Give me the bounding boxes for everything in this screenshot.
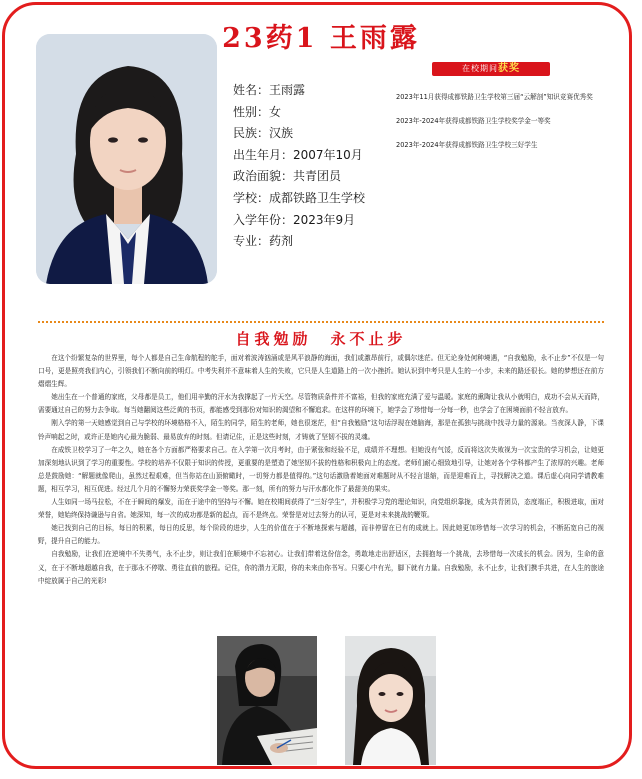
essay-paragraph: 在这个纷繁复杂的世界里，每个人都是自己生命航程的舵手，面对着波涛汹涌或是风平浪静的海面，我们或激昂前行，或偶尔迷茫。但无论身处何种境遇，“自我勉励，永不止步”不仅是一句口号，更是照亮我们内心，引领我们不断向前的明灯。中考失利并不意味着人生的失败，它只是人生道路上的一次小挫折。她认识到中考只是人生的一小步，未来的路还很长。她的梦想还在前方熠熠生辉。 xyxy=(38,354,604,389)
portrait-illustration xyxy=(36,34,217,284)
profile-school: 学校：成都铁路卫生学校 xyxy=(233,190,366,205)
page-title: 23药1 王雨露 xyxy=(222,23,420,54)
awards-banner-prefix: 在校期间 xyxy=(462,64,498,73)
essay-paragraph: 人生如同一场马拉松，不在于瞬间的爆发，而在于途中的坚持与不懈。她在校期间获得了“三好学生”，并积极学习党的理论知识，向党组织靠拢，成为共青团员，态度端正，积极进取，面对荣誉，她始终保持谦逊与自省。她深知，每一次的成功都是新的起点，而不是终点。荣誉是对过去努力的认可，更是对未来挑战的鞭策。 xyxy=(38,498,604,520)
awards-banner-main: 获奖 xyxy=(498,63,520,74)
award-item: 2023年-2024年获得成都铁路卫生学校奖学金一等奖 xyxy=(396,117,551,125)
essay-paragraph: 刚入学的第一天她感觉到自己与学校的环境格格不入，陌生的同学，陌生的老师，她也很迷茫，但“自我勉励”这句话浮现在她脑海，那是在孤独与挑战中找寻力量的源泉。当夜深人静，下课铃声响起之时，或许正是她内心最为脆弱、最易放弃的时刻。但请记住，正是这些时刻，才铸就了坚韧不拔的灵魂。 xyxy=(38,419,604,441)
section-divider xyxy=(38,321,604,323)
portrait-photo-2 xyxy=(345,636,436,765)
profile-name: 姓名：王雨露 xyxy=(233,83,306,97)
profile-ethnicity: 民族：汉族 xyxy=(233,126,294,141)
portrait-2-illustration xyxy=(345,636,436,765)
essay-paragraph: 她出生在一个普通的家庭，父母都是员工，他们用辛勤的汗水为我撑起了一片天空。尽管物质条件并不富裕，但我的家庭充满了爱与温暖。家庭的熏陶让我从小就明白，成功不会从天而降，需要通过自己的努力去争取。每当她翻阅这些泛黄的书页，都能感受到那份对知识的渴望和不懈追求。在这样的环境下，她学会了珍惜每一分每一秒，也学会了在困境面前不轻言放弃。 xyxy=(38,393,604,415)
profile-gender: 性别：女 xyxy=(233,104,282,119)
essay-paragraph: 她已找到自己的目标，每日的积累，每日的反思，每个阶段的进步，人生的价值在于不断地探索与超越，而非停留在已有的成就上。因此她更加珍惜每一次学习的机会，不断拓宽自己的视野，提升自己的能力。 xyxy=(38,524,604,546)
award-item: 2023年11月获得成都铁路卫生学校第三届“云解剖”知识竞赛优秀奖 xyxy=(396,93,593,101)
profile-major: 专业：药剂 xyxy=(233,234,294,249)
essay-paragraph: 在成铁卫校学习了一年之久，她在各个方面都严格要求自己。在入学第一次月考时，由于紧张和经验不足，成绩并不理想。但她没有气馁，反而将这次失败视为一次宝贵的学习机会，让她更加深刻地认识到了学习的重要性。学校的培养不仅限于知识的传授，更重要的是塑造了她坚韧不拔的性格和积极向上的态度。老师们耐心细致地引导，让她对各个学科都产生了浓厚的兴趣。老师总是鼓励她：“解题就像爬山，虽然过程艰难，但当你站在山顶俯瞰时，一切努力都是值得的。”这句话激励着她面对难题时从不轻言退缩，而是迎难而上，寻找解决之道。课后虚心向同学请教难题，相互学习，相互促进。经过几个月的不懈努力荣获奖学金一等奖。那一刻，所有的努力与汗水都化作了最甜美的果实。 xyxy=(38,445,604,493)
profile-info xyxy=(233,80,403,253)
essay-body xyxy=(38,352,604,588)
profile-political-status: 政治面貌：共青团员 xyxy=(233,169,342,184)
essay-paragraph: 自我勉励，让我们在逆境中不失勇气，永不止步，则让我们在顺境中不忘初心。让我们带着这份信念，勇敢地走出舒适区，去拥抱每一个挑战，去珍惜每一次成长的机会。因为，生命的意义，在于不断地超越自我，在于那永不停歇、勇往直前的旅程。记住，你的潜力无限，你的未来由你书写。只要心中有光，脚下就有力量。自我勉励，永不止步，让我们携手共进，在人生的旅途中绽放属于自己的光彩! xyxy=(38,550,604,585)
awards-banner xyxy=(432,62,550,76)
study-photo xyxy=(217,636,317,765)
award-item: 2023年-2024年获得成都铁路卫生学校三好学生 xyxy=(396,141,538,149)
portrait-photo xyxy=(36,34,217,284)
profile-birth: 出生年月：2007年10月 xyxy=(233,147,363,162)
awards-list xyxy=(396,93,632,165)
essay-title: 自我勉励 永不止步 xyxy=(235,330,407,348)
profile-enrollment-year: 入学年份：2023年9月 xyxy=(233,212,356,227)
study-photo-illustration xyxy=(217,636,317,765)
